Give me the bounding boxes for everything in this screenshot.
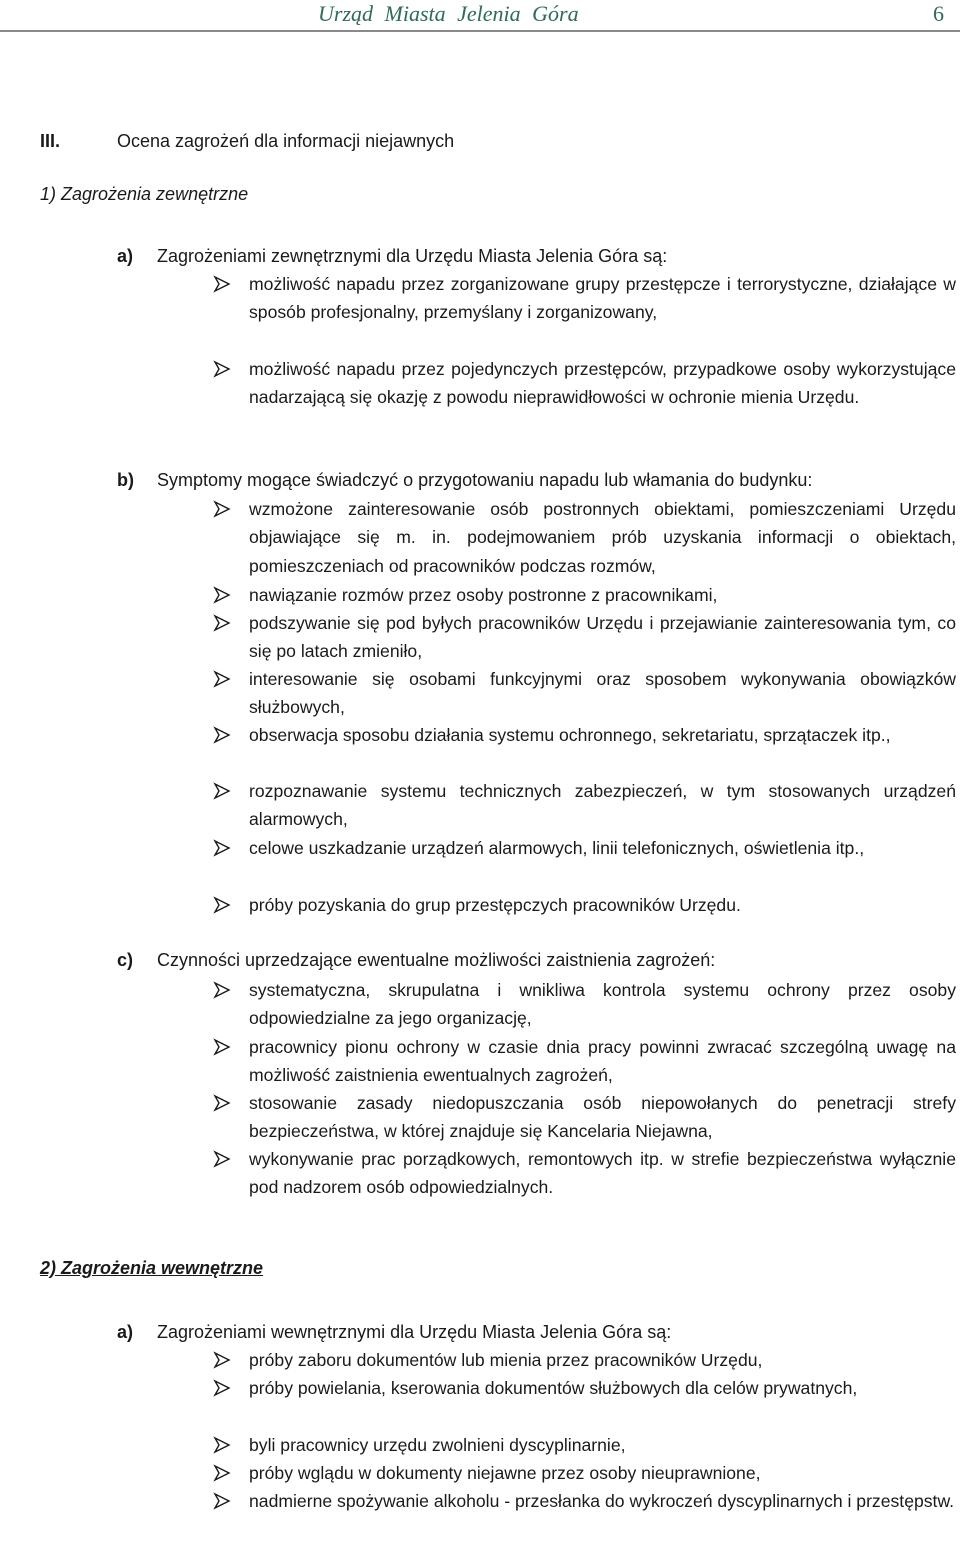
arrow-bullet-icon (213, 839, 231, 857)
arrow-bullet-icon (213, 275, 231, 293)
list-item: podszywanie się pod byłych pracowników Urzędu i przejawianie zainteresowania tym, co się po latach zmieniło, (249, 613, 956, 662)
label-1a: a) (117, 246, 134, 266)
arrow-bullet-icon (213, 670, 231, 688)
arrow-bullet-icon (213, 726, 231, 744)
label-1c: c) (117, 950, 134, 970)
arrow-bullet-icon (213, 981, 231, 999)
list-item: wzmożone zainteresowanie osób postronnych obiektami, pomieszczeniami Urzędu objawiające się m. in. podejmowaniem prób uzyskania informacji o obiektach, pomieszczeniach od pracowników podczas rozmów, (249, 499, 956, 576)
list-item: wykonywanie prac porządkowych, remontowych itp. w strefie bezpieczeństwa wyłącznie pod nadzorem osób odpowiedzialnych. (249, 1149, 956, 1198)
arrow-bullet-icon (213, 500, 231, 518)
arrow-bullet-icon (213, 614, 231, 632)
list-item: możliwość napadu przez pojedynczych przestępców, przypadkowe osoby wykorzystujące nadarzającą się okazję z powodu nieprawidłowości w ochronie mienia Urzędu. (249, 359, 956, 408)
label-1b: b) (117, 470, 134, 490)
arrow-bullet-icon (213, 360, 231, 378)
arrow-bullet-icon (213, 782, 231, 800)
page-header (0, 0, 960, 32)
heading-external-threats: 1) Zagrożenia zewnętrzne (40, 184, 249, 204)
list-item: próby wglądu w dokumenty niejawne przez osoby nieuprawnione, (249, 1463, 761, 1483)
page-number: 6 (933, 1, 944, 26)
list-item: celowe uszkadzanie urządzeń alarmowych, linii telefonicznych, oświetlenia itp., (249, 838, 865, 858)
section-title: Ocena zagrożeń dla informacji niejawnych (117, 131, 455, 151)
intro-1b: Symptomy mogące świadczyć o przygotowaniu napadu lub włamania do budynku: (157, 470, 813, 490)
arrow-bullet-icon (213, 1351, 231, 1369)
arrow-bullet-icon (213, 1492, 231, 1510)
list-item: obserwacja sposobu działania systemu ochronnego, sekretariatu, sprzątaczek itp., (249, 725, 891, 745)
label-2a: a) (117, 1322, 134, 1342)
arrow-bullet-icon (213, 1038, 231, 1056)
list-item: byli pracownicy urzędu zwolnieni dyscyplinarnie, (249, 1435, 626, 1455)
list-item: systematyczna, skrupulatna i wnikliwa kontrola systemu ochrony przez osoby odpowiedzialne za jego organizację, (249, 980, 956, 1029)
header-title: Urząd Miasta Jelenia Góra (318, 1, 579, 26)
intro-2a: Zagrożeniami wewnętrznymi dla Urzędu Miasta Jelenia Góra są: (157, 1322, 672, 1342)
list-item: interesowanie się osobami funkcyjnymi oraz sposobem wykonywania obowiązków służbowych, (249, 669, 956, 718)
arrow-bullet-icon (213, 1464, 231, 1482)
arrow-bullet-icon (213, 1094, 231, 1112)
arrow-bullet-icon (213, 586, 231, 604)
list-item: rozpoznawanie systemu technicznych zabezpieczeń, w tym stosowanych urządzeń alarmowych, (249, 781, 956, 830)
list-item: możliwość napadu przez zorganizowane grupy przestępcze i terrorystyczne, działające w sposób profesjonalny, przemyślany i zorganizowany, (249, 274, 956, 323)
list-item: stosowanie zasady niedopuszczania osób niepowołanych do penetracji strefy bezpieczeństwa, w której znajduje się Kancelaria Niejawna, (249, 1093, 956, 1142)
list-item: próby powielania, kserowania dokumentów służbowych dla celów prywatnych, (249, 1378, 858, 1398)
list-item: nadmierne spożywanie alkoholu - przesłanka do wykroczeń dyscyplinarnych i przestępstw. (249, 1491, 955, 1511)
intro-1c: Czynności uprzedzające ewentualne możliwości zaistnienia zagrożeń: (157, 950, 716, 970)
list-item: próby pozyskania do grup przestępczych pracowników Urzędu. (249, 895, 741, 915)
arrow-bullet-icon (213, 1379, 231, 1397)
section-number: III. (40, 131, 61, 151)
list-item: nawiązanie rozmów przez osoby postronne z pracownikami, (249, 585, 718, 605)
arrow-bullet-icon (213, 1436, 231, 1454)
intro-1a: Zagrożeniami zewnętrznymi dla Urzędu Miasta Jelenia Góra są: (157, 246, 668, 266)
arrow-bullet-icon (213, 1150, 231, 1168)
arrow-bullet-icon (213, 896, 231, 914)
list-item: pracownicy pionu ochrony w czasie dnia pracy powinni zwracać szczególną uwagę na możliwość zaistnienia ewentualnych zagrożeń, (249, 1037, 956, 1086)
list-item: próby zaboru dokumentów lub mienia przez pracowników Urzędu, (249, 1350, 763, 1370)
heading-internal-threats: 2) Zagrożenia wewnętrzne (40, 1258, 264, 1278)
